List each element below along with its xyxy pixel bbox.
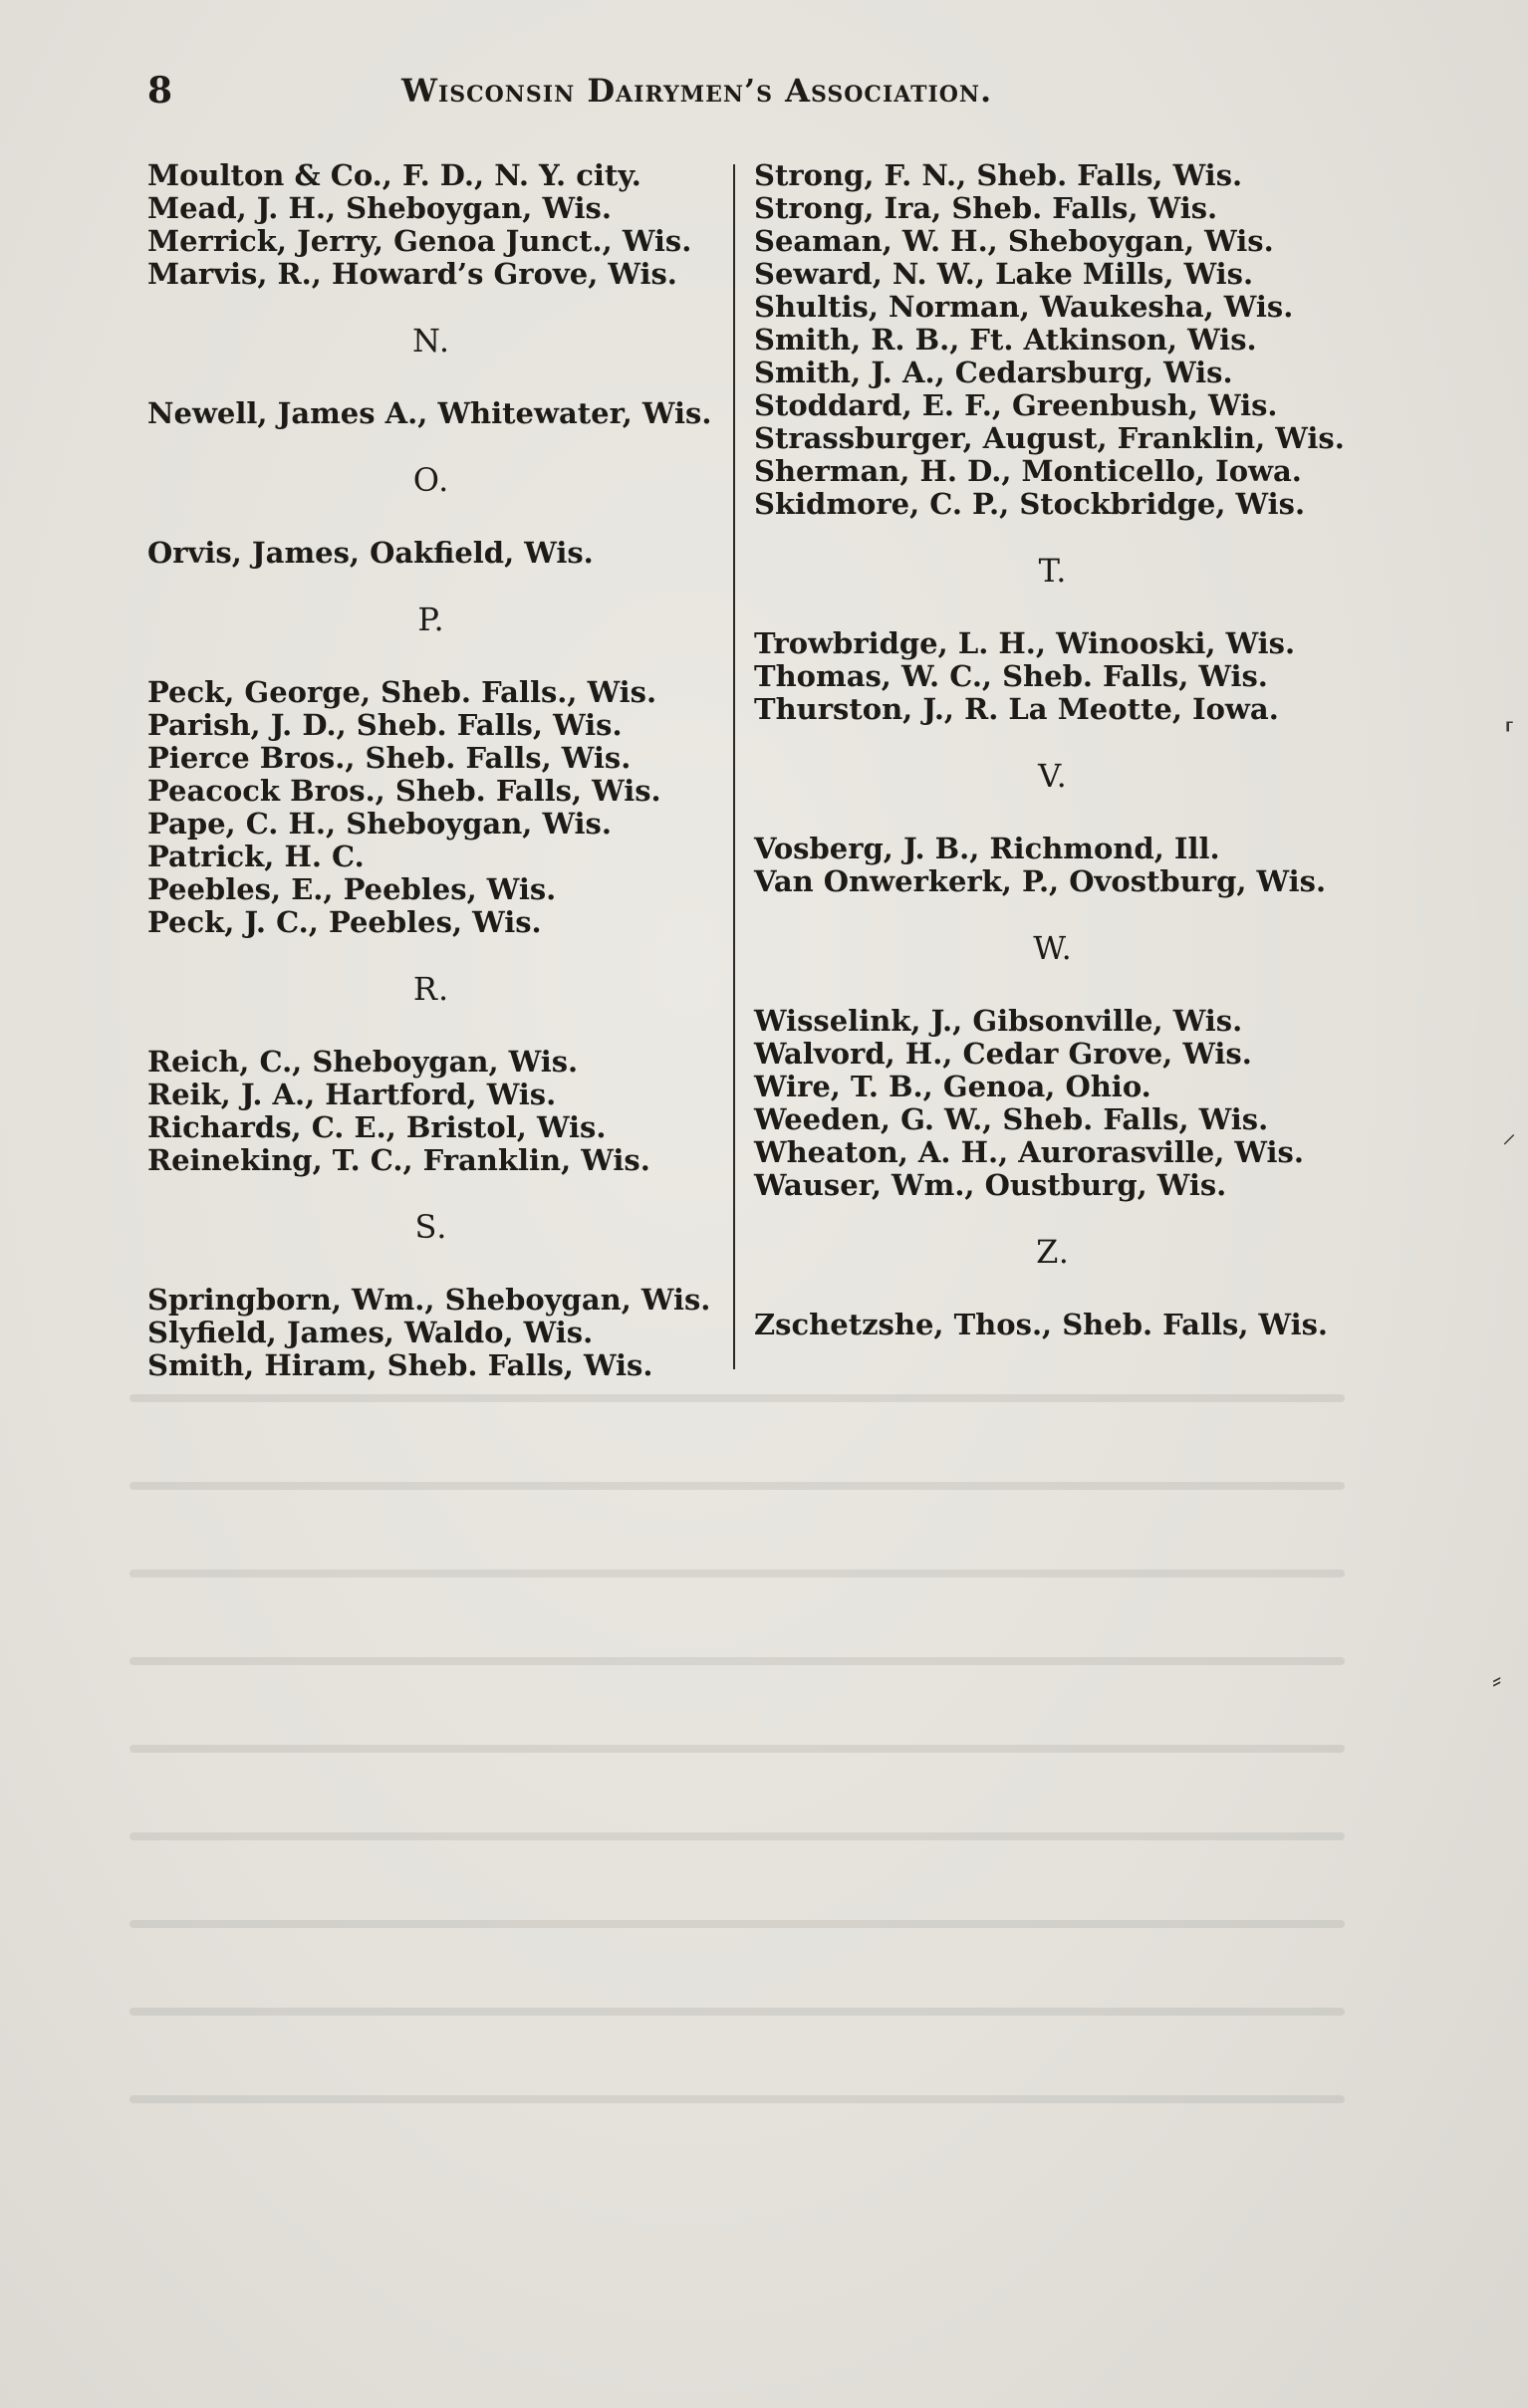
section-letter: N.: [411, 322, 451, 360]
member-entry: Peck, George, Sheb. Falls., Wis.: [147, 675, 657, 709]
member-entry: Strassburger, August, Franklin, Wis.: [754, 421, 1345, 455]
member-entry: Wauser, Wm., Oustburg, Wis.: [754, 1168, 1227, 1202]
section-letter: Z.: [1036, 1233, 1070, 1271]
member-entry: Sherman, H. D., Monticello, Iowa.: [754, 454, 1302, 488]
member-entry: Weeden, G. W., Sheb. Falls, Wis.: [754, 1102, 1269, 1136]
member-entry: Seaman, W. H., Sheboygan, Wis.: [754, 224, 1274, 258]
member-entry: Moulton & Co., F. D., N. Y. city.: [147, 158, 641, 192]
member-entry: Mead, J. H., Sheboygan, Wis.: [147, 191, 612, 225]
member-entry: Van Onwerkerk, P., Ovostburg, Wis.: [754, 864, 1327, 898]
member-entry: Stoddard, E. F., Greenbush, Wis.: [754, 388, 1278, 422]
member-entry: Thurston, J., R. La Meotte, Iowa.: [754, 692, 1279, 726]
member-entry: Parish, J. D., Sheb. Falls, Wis.: [147, 708, 623, 742]
bleed-through-text: [129, 1394, 1345, 2221]
member-entry: Orvis, James, Oakfield, Wis.: [147, 536, 594, 570]
member-entry: Smith, R. B., Ft. Atkinson, Wis.: [754, 323, 1257, 357]
margin-mark: ⸢: [1504, 717, 1515, 750]
margin-mark: ⸍: [1502, 1128, 1517, 1161]
section-letter: S.: [414, 1208, 448, 1246]
member-entry: Peebles, E., Peebles, Wis.: [147, 872, 557, 906]
member-entry: Springborn, Wm., Sheboygan, Wis.: [147, 1283, 711, 1317]
member-entry: Pape, C. H., Sheboygan, Wis.: [147, 807, 612, 841]
section-letter: W.: [1033, 929, 1073, 967]
member-entry: Strong, Ira, Sheb. Falls, Wis.: [754, 191, 1218, 225]
member-entry: Strong, F. N., Sheb. Falls, Wis.: [754, 158, 1243, 192]
running-title: Wisconsin Dairymen’s Association.: [401, 72, 993, 110]
section-letter: T.: [1038, 552, 1068, 590]
section-letter: O.: [412, 461, 450, 499]
member-entry: Thomas, W. C., Sheb. Falls, Wis.: [754, 659, 1268, 693]
page-number: 8: [147, 70, 173, 112]
member-entry: Wisselink, J., Gibsonville, Wis.: [754, 1004, 1243, 1038]
member-entry: Smith, Hiram, Sheb. Falls, Wis.: [147, 1348, 653, 1382]
member-entry: Shultis, Norman, Waukesha, Wis.: [754, 290, 1294, 324]
member-entry: Wire, T. B., Genoa, Ohio.: [754, 1070, 1151, 1103]
section-letter: R.: [412, 970, 450, 1008]
member-entry: Skidmore, C. P., Stockbridge, Wis.: [754, 487, 1306, 521]
margin-mark: ⸗: [1492, 1663, 1502, 1696]
right-column: [754, 159, 1352, 1341]
member-entry: Richards, C. E., Bristol, Wis.: [147, 1110, 607, 1144]
member-entry: Merrick, Jerry, Genoa Junct., Wis.: [147, 224, 692, 258]
member-entry: Patrick, H. C.: [147, 840, 365, 873]
member-entry: Peacock Bros., Sheb. Falls, Wis.: [147, 774, 661, 808]
member-entry: Slyfield, James, Waldo, Wis.: [147, 1316, 594, 1349]
member-entry: Reich, C., Sheboygan, Wis.: [147, 1045, 579, 1079]
column-divider: [733, 164, 735, 1369]
member-entry: Peck, J. C., Peebles, Wis.: [147, 905, 542, 939]
member-entry: Reik, J. A., Hartford, Wis.: [147, 1078, 557, 1111]
section-letter: P.: [417, 601, 445, 638]
member-entry: Trowbridge, L. H., Winooski, Wis.: [754, 626, 1296, 660]
left-column: [147, 159, 715, 1382]
member-entry: Reineking, T. C., Franklin, Wis.: [147, 1143, 650, 1177]
member-entry: Marvis, R., Howard’s Grove, Wis.: [147, 257, 677, 291]
member-entry: Walvord, H., Cedar Grove, Wis.: [754, 1037, 1252, 1071]
member-entry: Zschetzshe, Thos., Sheb. Falls, Wis.: [754, 1308, 1329, 1341]
member-entry: Vosberg, J. B., Richmond, Ill.: [754, 832, 1220, 865]
member-entry: Wheaton, A. H., Aurorasville, Wis.: [754, 1135, 1304, 1169]
member-entry: Smith, J. A., Cedarsburg, Wis.: [754, 356, 1233, 389]
section-letter: V.: [1038, 757, 1068, 795]
member-entry: Pierce Bros., Sheb. Falls, Wis.: [147, 741, 632, 775]
member-entry: Newell, James A., Whitewater, Wis.: [147, 396, 712, 430]
member-entry: Seward, N. W., Lake Mills, Wis.: [754, 257, 1254, 291]
page-header: [147, 62, 1094, 121]
